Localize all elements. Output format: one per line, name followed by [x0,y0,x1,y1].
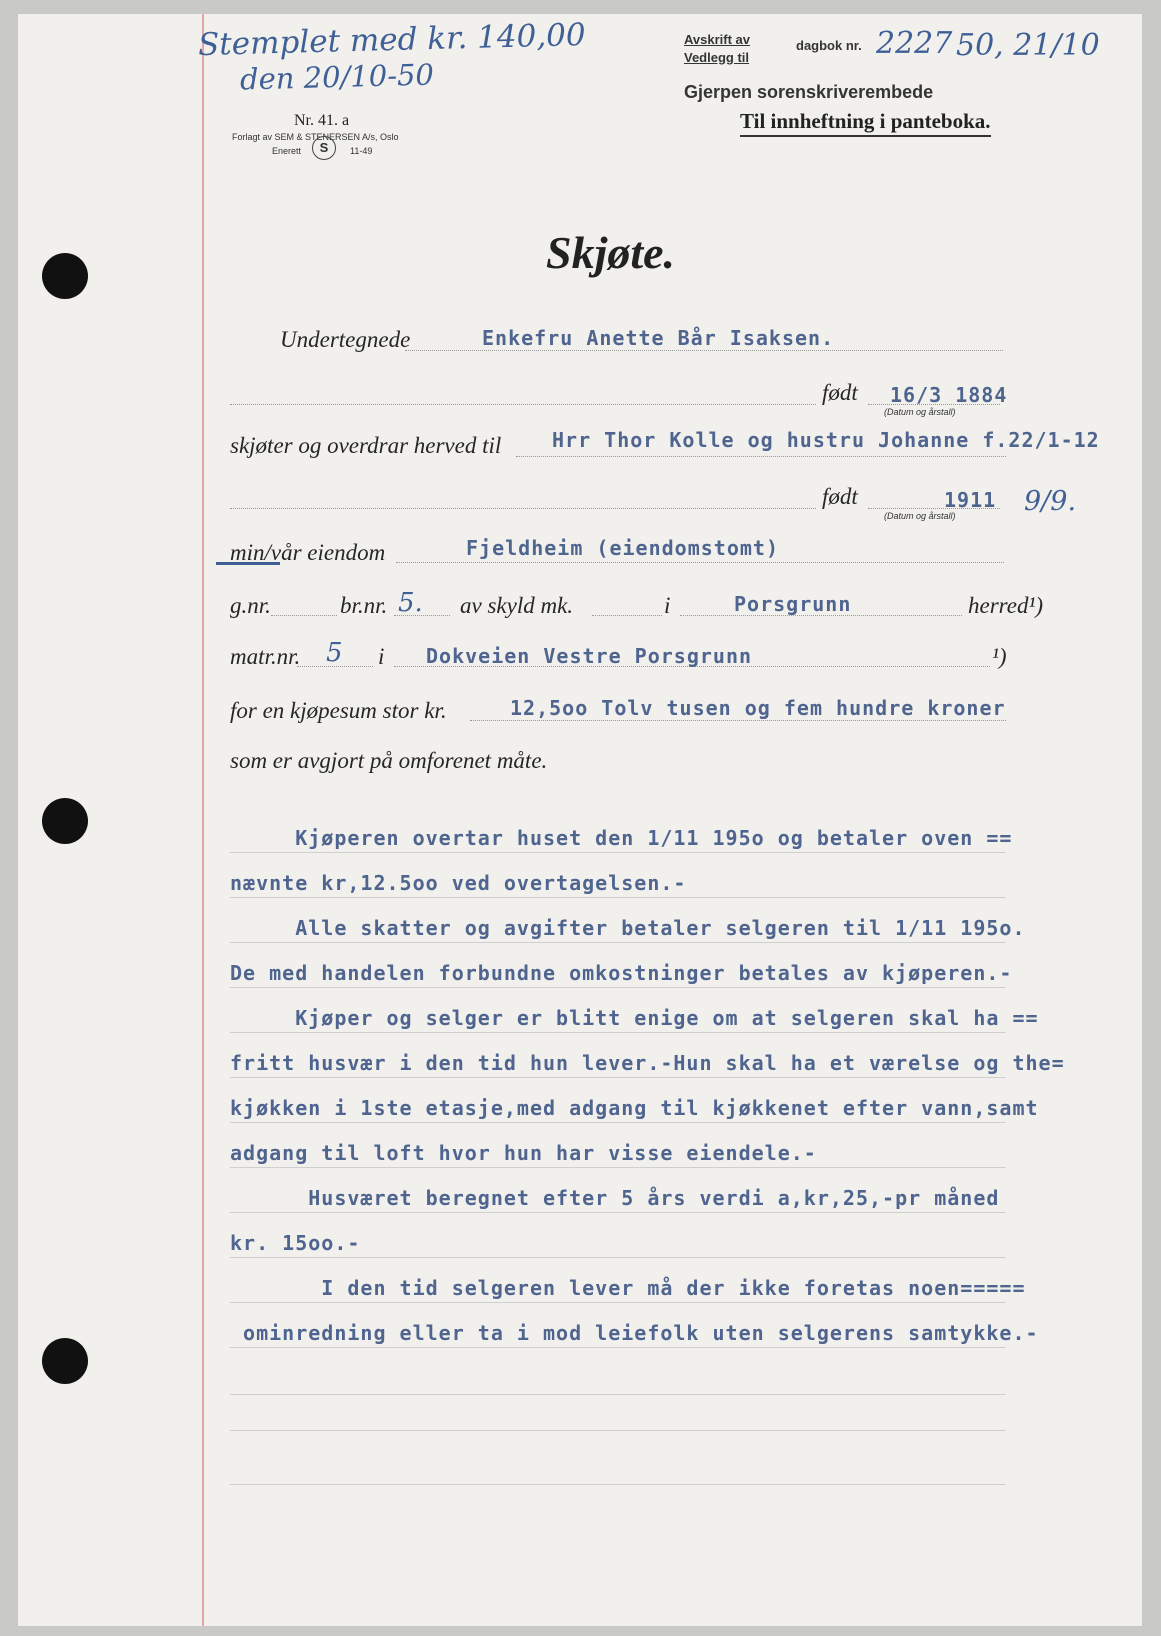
stamp-avskrift: Avskrift av [684,32,750,47]
ruled-line [230,1167,1006,1168]
body-line: I den tid selgeren lever må der ikke foretas noen===== [230,1276,1026,1300]
handwritten-strike [216,562,280,565]
ruled-line [230,1257,1006,1258]
body-line: Alle skatter og avgifter betaler selgeren til 1/11 195o. [230,916,1026,940]
body-line: Kjøperen overtar huset den 1/11 195o og betaler oven == [230,826,1013,850]
ruled-line [230,1394,1006,1395]
label-i: i [664,593,671,618]
ruled-line [230,1077,1006,1078]
body-line: nævnte kr,12.5oo ved overtagelsen.- [230,871,687,895]
body-line: kjøkken i 1ste etasje,med adgang til kjøkkenet efter vann,samt [230,1096,1039,1120]
punch-hole [42,1338,88,1384]
stamp-vedlegg: Vedlegg til [684,50,750,65]
margin-rule [202,14,204,1626]
ruled-line [230,1484,1006,1485]
field-price: 12,5oo Tolv tusen og fem hundre kroner [510,696,1006,720]
publisher-logo-icon: S [312,136,336,160]
fill-line [592,615,662,616]
label-herred: herred¹) [968,593,1044,618]
handwritten-journal-number: 2227 [876,26,953,61]
body-line: kr. 15oo.- [230,1231,361,1255]
label-fodt: født [822,380,858,405]
fill-line [230,404,816,405]
body-line: De med handelen forbundne omkostninger betales av kjøperen.- [230,961,1013,985]
label-eiendom: min/vår eiendom [230,540,386,565]
field-buyer-born: 1911 [944,488,997,512]
label-i-matr: i [378,644,385,669]
label-kjopesum: for en kjøpesum stor kr. [230,698,447,723]
label-skjoter: skjøter og overdrar herved til [230,433,502,458]
field-seller-born: 16/3 1884 [890,383,1008,407]
ruled-line [230,987,1006,988]
fill-line [271,615,337,616]
form-enerett: Enerett [272,146,302,156]
punch-hole [42,253,88,299]
field-property: Fjeldheim (eiendomstomt) [466,536,779,560]
field-seller: Enkefru Anette Bår Isaksen. [482,326,835,350]
body-line: Kjøper og selger er blitt enige om at selgeren skal ha == [230,1006,1039,1030]
document-title: Skjøte. [546,227,676,278]
fill-line [230,508,816,509]
ruled-line [230,1302,1006,1303]
stamp-instruction: Til innheftning i panteboka. [740,109,991,137]
label-undertegnede: Undertegnede [280,327,411,352]
label-fodt-buyer: født [822,484,858,509]
handwritten-stamp-date: den 20/10-50 [239,57,435,97]
handwritten-buyer-born: 9/9. [1024,486,1077,517]
punch-hole [42,798,88,844]
label-gnr: g.nr. [230,593,271,618]
footnote-mark: ¹) [992,644,1007,669]
ruled-line [230,1430,1006,1431]
body-line: fritt husvær i den tid hun lever.-Hun skal ha et værelse og the= [230,1051,1065,1075]
field-matrnr: 5 [326,638,343,668]
stamp-office: Gjerpen sorenskriverembede [684,82,934,102]
stamp-dagbok-label: dagbok nr. [796,38,862,53]
ruled-line [230,852,1006,853]
handwritten-journal-date: 50, 21/10 [956,28,1100,63]
form-edition: 11-49 [350,146,373,156]
label-skyld: av skyld mk. [460,593,574,618]
ruled-line [230,1032,1006,1033]
label-matrnr: matr.nr. [230,644,301,669]
ruled-line [230,897,1006,898]
fill-line [470,720,1006,721]
form-number: Nr. 41. a [294,112,350,129]
label-avgjort: som er avgjort på omforenet måte. [230,748,548,773]
field-buyer: Hrr Thor Kolle og hustru Johanne f.22/1-12 [552,428,1100,452]
ruled-line [230,1347,1006,1348]
label-brnr: br.nr. [340,593,388,618]
field-brnr: 5. [398,588,423,618]
ruled-line [230,1212,1006,1213]
field-municipality: Porsgrunn [734,592,852,616]
body-line: adgang til loft hvor hun har visse eiendele.- [230,1141,817,1165]
field-address: Dokveien Vestre Porsgrunn [426,644,753,668]
form-publisher: Forlagt av SEM & STENERSEN A/s, Oslo [232,132,399,142]
datum-note: (Datum og årstall) [884,407,956,417]
body-line: ominredning eller ta i mod leiefolk uten selgerens samtykke.- [230,1321,1039,1345]
body-line: Husværet beregnet efter 5 års verdi a,kr,25,-pr måned [230,1186,1000,1210]
handwritten-stamp-note: Stemplet med kr. 140,00 [197,16,587,64]
fill-line [396,562,1004,563]
ruled-line [230,942,1006,943]
datum-note-buyer: (Datum og årstall) [884,511,956,521]
ruled-line [230,1122,1006,1123]
fill-line [516,456,1006,457]
fill-line [405,350,1003,351]
